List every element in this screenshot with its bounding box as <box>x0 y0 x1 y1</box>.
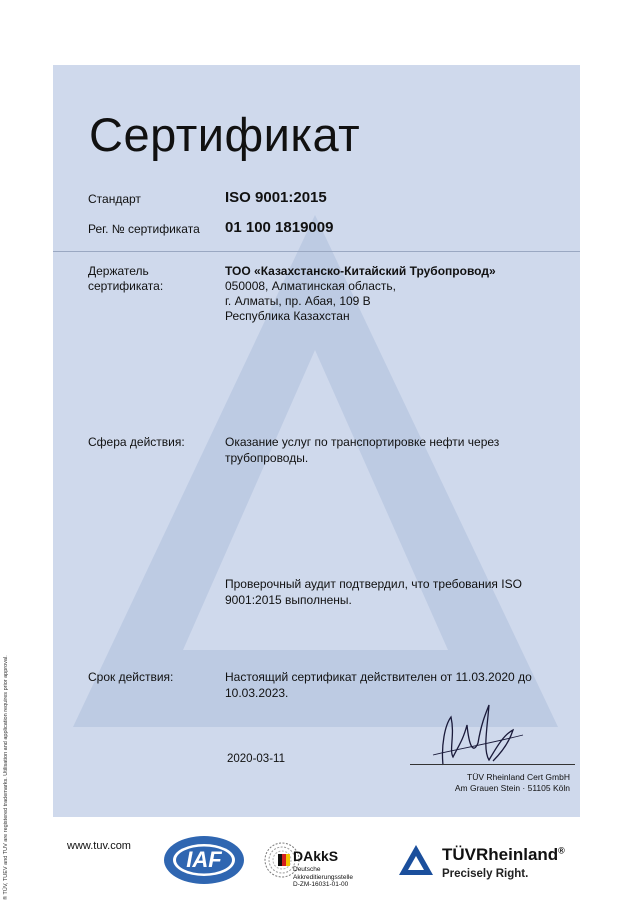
iaf-logo <box>163 835 245 885</box>
holder-label-line1: Держатель <box>88 264 149 278</box>
standard-label: Стандарт <box>88 192 141 206</box>
scope-label: Сфера действия: <box>88 435 185 449</box>
scope-line1: Оказание услуг по транспортировке нефти через <box>225 435 500 449</box>
dakks-text <box>293 866 353 889</box>
issue-date: 2020-03-11 <box>227 753 285 765</box>
dakks-logo <box>262 838 380 888</box>
dakks-label: DAkkS <box>293 848 339 864</box>
certificate-title: Сертификат <box>89 108 361 161</box>
trademark-note: ® TÜV, TUEV and TUV are registered trademarks. Utilisation and application requires prior approval. <box>3 655 9 900</box>
issuer-name: TÜV Rheinland Cert GmbH <box>467 772 570 782</box>
tuv-brand <box>442 845 565 865</box>
tuv-triangle-icon <box>398 844 434 876</box>
signature-line <box>410 764 575 765</box>
dakks-line2: Akkreditierungsstelle <box>293 873 353 881</box>
holder-address-line3: Республика Казахстан <box>225 309 350 323</box>
reg-number-label: Рег. № сертификата <box>88 222 200 236</box>
issuer-address: Am Grauen Stein · 51105 Köln <box>454 783 570 793</box>
validity-line1: Настоящий сертификат действителен от 11.03.2020 до <box>225 670 532 684</box>
tuv-slogan: Precisely Right. <box>442 868 529 880</box>
dakks-line3: D-ZM-16031-01-00 <box>293 881 349 888</box>
issuer-block <box>408 772 570 794</box>
audit-line2: 9001:2015 выполнены. <box>225 593 352 607</box>
reg-number-value: 01 100 1819009 <box>225 219 334 236</box>
scope-line2: трубопроводы. <box>225 451 309 465</box>
tuv-url: www.tuv.com <box>67 840 131 852</box>
validity-line2: 10.03.2023. <box>225 686 289 700</box>
standard-value: ISO 9001:2015 <box>225 189 327 206</box>
holder-address-line2: г. Алматы, пр. Абая, 109 В <box>225 294 371 308</box>
tuv-registered-mark: ® <box>558 845 565 856</box>
holder-label-line2: сертификата: <box>88 279 164 293</box>
signature <box>423 695 533 775</box>
iaf-label: IAF <box>186 847 222 872</box>
tuv-rheinland-logo <box>398 842 588 892</box>
dakks-line1: Deutsche <box>293 866 321 873</box>
validity-label: Срок действия: <box>88 670 174 684</box>
divider <box>53 251 580 252</box>
holder-address-line1: 050008, Алматинская область, <box>225 279 396 293</box>
audit-line1: Проверочный аудит подтвердил, что требования ISO <box>225 577 522 591</box>
certificate-panel <box>53 65 580 817</box>
holder-name: ТОО «Казахстанско-Китайский Трубопровод» <box>225 264 496 278</box>
tuv-brand-text: TÜVRheinland <box>442 845 559 864</box>
